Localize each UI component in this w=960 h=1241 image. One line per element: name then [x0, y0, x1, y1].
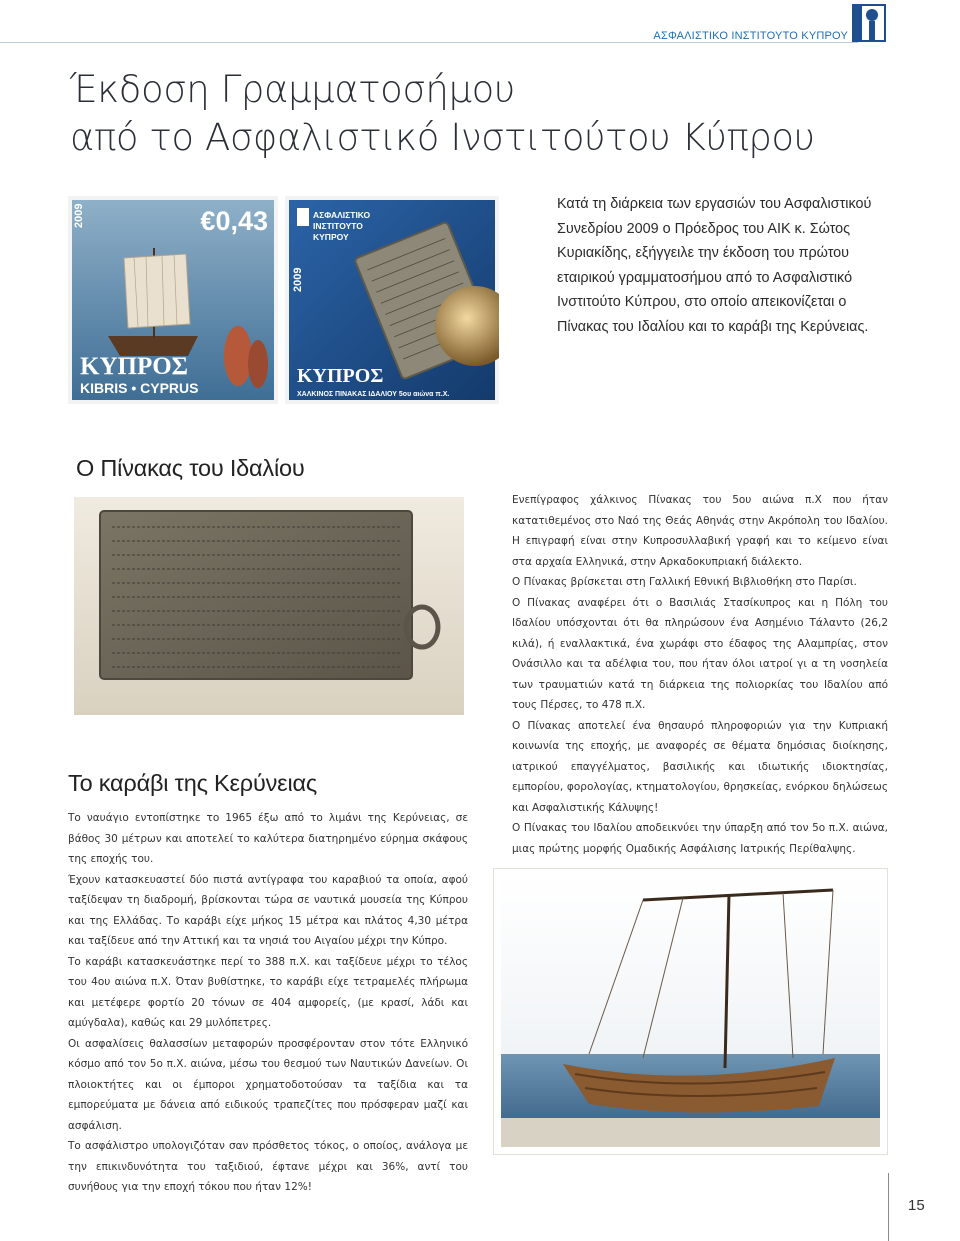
ship-paragraph: Οι ασφαλίσεις θαλασσίων μεταφορών προσφέρονταν στον τότε Ελληνικό κόσμο από τον 5ο π.Χ. αιώνα, μέσω του θεσμού των Ναυτικών Δανείων. Οι πλοιοκτήτες και οι έμποροι χρηματοδοτούσαν τα ταξίδια και τα εμπορεύματα με δάνεια από ειδικούς τραπεζίτες που πρόσφεραν μαζί και ασφάλιση. [68, 1037, 468, 1132]
ship-section-body [68, 808, 468, 1198]
ship-stamp-country-latin: KIBRIS • CYPRUS [80, 380, 199, 396]
ship-paragraph: Το καράβι κατασκευάστηκε περί το 388 π.Χ. και ταξίδευε μέχρι το τέλος του 4ου αιώνα π.Χ. Όταν βυθίστηκε, το καράβι είχε τετραμελές πλήρωμα και μετέφερε φορτίο 20 τόνων σε 404 αμφορείς, (με κρασί, λάδι και αμύγδαλα), καθώς και 29 μυλόπετρες. [68, 955, 468, 1029]
ship-section-heading: Το καράβι της Κερύνειας [68, 770, 317, 796]
institute-logo-icon [852, 4, 886, 42]
tablet-paragraph: Ενεπίγραφος χάλκινος Πίνακας του 5ου αιώνα π.Χ που ήταν κατατιθεμένος στο Ναό της Θεάς Αθηνάς στην Ακρόπολη του Ιδαλίου. Η επιγραφή είναι στην Κυπροσυλλαβική γραφή και το κείμενο είναι στα αρχαία Ελληνικά, στην Αρκαδοκυπριακή διάλεκτο. [512, 494, 888, 568]
tablet-paragraph: Ο Πίνακας του Ιδαλίου αποδεικνύει την ύπαρξη από τον 5ο π.Χ. αιώνα, μιας πρώτης μορφής Ομαδικής Ασφάλισης Ιατρικής Περίθαλψης. [512, 822, 888, 855]
tablet-paragraph: Ο Πίνακας αναφέρει ότι ο Βασιλιάς Στασίκυπρος και η Πόλη του Ιδαλίου υπόσχονται ότι θα πληρώσουν ένα Ασημένιο Τάλαντο (26,2 κιλά), ή εναλλακτικά, ένα χωράφι στο έδαφος της Αλαμπρίας, στον Ονάσιλλο και τα αδέλφια του, που ήταν όλοι ιατροί γι α τη νοσηλεία των τραυματιών κατά τη διάρκεια της πολιορκίας του Ιδαλίου από τους Πέρσες, το 478 π.Χ. [512, 596, 888, 711]
ship-photo [493, 868, 888, 1155]
page-number: 15 [908, 1197, 925, 1214]
ship-stamp-country: ΚΥΠΡΟΣ [80, 353, 189, 380]
tablet-stamp-issuer-3: ΚΥΠΡΟΥ [313, 232, 349, 242]
page-headline [70, 66, 815, 162]
tablet-section-body [512, 490, 888, 859]
ship-stamp-value: €0,43 [200, 206, 268, 236]
tablet-stamp-issuer-2: ΙΝΣΤΙΤΟΥΤΟ [313, 221, 363, 231]
footer-rule [888, 1173, 889, 1241]
ship-stamp [68, 196, 278, 404]
tablet-stamp-country: ΚΥΠΡΟΣ [297, 365, 384, 387]
tablet-paragraph: Ο Πίνακας βρίσκεται στη Γαλλική Εθνική Βιβλιοθήκη στο Παρίσι. [512, 576, 857, 588]
running-header: ΑΣΦΑΛΙΣΤΙΚΟ ΙΝΣΤΙΤΟΥΤΟ ΚΥΠΡΟΥ [653, 30, 848, 42]
ship-paragraph: Το ναυάγιο εντοπίστηκε το 1965 έξω από το λιμάνι της Κερύνειας, σε βάθος 30 μέτρων και αποτελεί το καλύτερα διατηρημένο εύρημα σκάφους της εποχής του. [68, 812, 468, 865]
headline-line-2: από το Ασφαλιστικό Ινστιτούτου Κύπρου [70, 116, 815, 159]
tablet-stamp [285, 196, 499, 404]
tablet-stamp-year: 2009 [292, 267, 304, 292]
ship-stamp-year: 2009 [73, 203, 85, 228]
headline-line-1: Έκδοση Γραμματοσήμου [70, 68, 515, 111]
tablet-photo [74, 497, 464, 715]
tablet-section-heading: Ο Πίνακας του Ιδαλίου [76, 455, 305, 481]
header-rule [0, 42, 858, 43]
intro-paragraph: Κατά τη διάρκεια των εργασιών του Ασφαλιστικού Συνεδρίου 2009 ο Πρόεδρος του ΑΙΚ κ. Σώτος Κυριακίδης, εξήγγειλε την έκδοση του πρώτου εταιρικού γραμματοσήμου από το Ασφαλιστικό Ινστιτούτο Κύπρου, στο οποίο απεικονίζεται ο Πίνακας του Ιδαλίου και το καράβι της Κερύνειας. [557, 196, 872, 335]
tablet-paragraph: Ο Πίνακας αποτελεί ένα θησαυρό πληροφοριών για την Κυπριακή κοινωνία της εποχής, με αναφορές σε θέματα δημόσιας διοίκησης, ιατρικού επαγγέλματος, βασιλικής και ιδιωτικής ιδιοκτησίας, εμπορίου, φορολογίας, κτηματολογίου, θρησκείας, ενόρκου δηλώσεως και Ασφαλιστικής Κάλυψης! [512, 719, 888, 814]
ship-paragraph: Το ασφάλιστρο υπολογιζόταν σαν πρόσθετος τόκος, ο οποίος, ανάλογα με την επικινδυνότητα του ταξιδιού, έφτανε μέχρι και 36%, αντί του συνήθους για την εποχή τόκου που ήταν 12%! [68, 1140, 468, 1193]
tablet-stamp-issuer-1: ΑΣΦΑΛΙΣΤΙΚΟ [313, 210, 371, 220]
ship-paragraph: Έχουν κατασκευαστεί δύο πιστά αντίγραφα του καραβιού τα οποία, αφού ταξίδεψαν τη διαδρομή, βρίσκονται τώρα σε ναυτικά μουσεία της Κύπρου και της Ελλάδας. Το καράβι είχε μήκος 15 μέτρα και πλάτος 4,30 μέτρα και ταξίδευε από την Αττική και τα νησιά του Αιγαίου μέχρι την Κύπρο. [68, 873, 468, 947]
tablet-stamp-caption: ΧΑΛΚΙΝΟΣ ΠΙΝΑΚΑΣ ΙΔΑΛΙΟΥ 5ου αιώνα π.Χ. [297, 391, 450, 398]
